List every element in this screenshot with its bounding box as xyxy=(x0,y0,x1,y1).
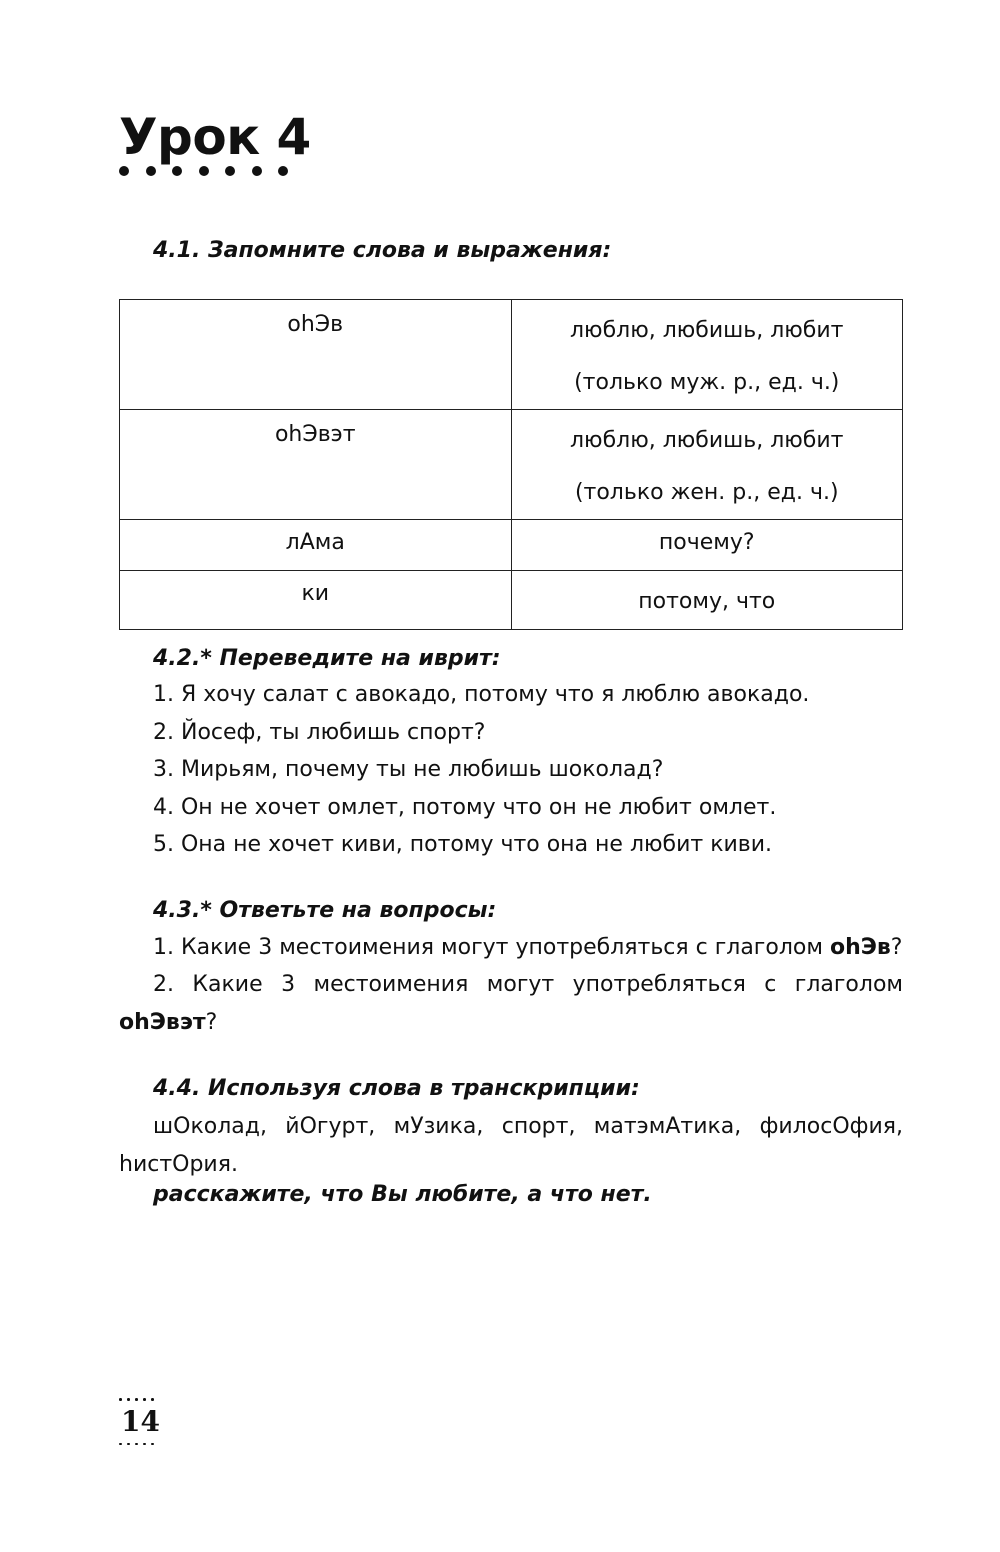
question-2-term: оhЭвэт xyxy=(119,1009,206,1035)
vocab-translation-note: (только муж. р., ед. ч.) xyxy=(574,370,840,395)
question-1-term: оhЭв xyxy=(829,935,891,960)
page-number-dots-top xyxy=(119,1398,159,1401)
word-list xyxy=(119,1108,903,1183)
page-number-dots-bottom xyxy=(119,1443,159,1446)
vocab-translation-line: люблю, любишь, любит xyxy=(569,318,844,343)
vocab-word: лАма xyxy=(120,520,512,571)
vocab-translation xyxy=(511,410,903,520)
question-1-end: ? xyxy=(890,935,903,960)
section-4-2-heading: 4.2.* Переведите на иврит: xyxy=(153,646,501,671)
section-4-4-instruction: расскажите, что Вы любите, а что нет. xyxy=(153,1182,652,1207)
table-row xyxy=(120,300,903,410)
table-row xyxy=(120,410,903,520)
vocab-translation: почему? xyxy=(511,520,903,571)
vocabulary-table xyxy=(119,299,903,630)
translation-exercise-list xyxy=(153,676,809,864)
table-row xyxy=(120,571,903,630)
vocab-translation xyxy=(511,300,903,410)
question-2 xyxy=(119,966,903,1041)
page-number-block xyxy=(119,1398,159,1445)
question-2-text: 2. Какие 3 местоимения могут употребляться с глаголом xyxy=(153,972,903,997)
vocab-translation-line: люблю, любишь, любит xyxy=(569,428,844,453)
table-row xyxy=(120,520,903,571)
vocab-word: оhЭв xyxy=(120,300,512,410)
vocab-word: ки xyxy=(120,571,512,630)
list-item: 4. Он не хочет омлет, потому что он не любит омлет. xyxy=(153,794,777,820)
list-item: 1. Я хочу салат с авокадо, потому что я люблю авокадо. xyxy=(153,682,810,707)
page-title: Урок 4 xyxy=(119,108,311,166)
vocab-translation: потому, что xyxy=(511,571,903,630)
list-item: 2. Йосеф, ты любишь спорт? xyxy=(153,719,486,745)
question-2-end: ? xyxy=(205,1009,218,1035)
section-4-3-heading: 4.3.* Ответьте на вопросы: xyxy=(153,898,497,923)
list-item: 3. Мирьям, почему ты не любишь шоколад? xyxy=(153,757,664,782)
section-4-1-heading: 4.1. Запомните слова и выражения: xyxy=(153,238,612,263)
vocab-translation-note: (только жен. р., ед. ч.) xyxy=(574,480,839,505)
page-number: 14 xyxy=(121,1404,160,1438)
question-1-text: 1. Какие 3 местоимения могут употребляться с глаголом xyxy=(153,935,830,960)
title-dots-divider xyxy=(119,166,288,176)
vocab-word: оhЭвэт xyxy=(120,410,512,520)
list-item: 5. Она не хочет киви, потому что она не любит киви. xyxy=(153,832,773,857)
question-1 xyxy=(119,929,903,967)
word-list-text: шОколад, йОгурт, мУзика, спорт, матэмАтика, филосОфия, hистОрия. xyxy=(119,1114,903,1177)
section-4-4-heading: 4.4. Используя слова в транскрипции: xyxy=(153,1076,640,1101)
